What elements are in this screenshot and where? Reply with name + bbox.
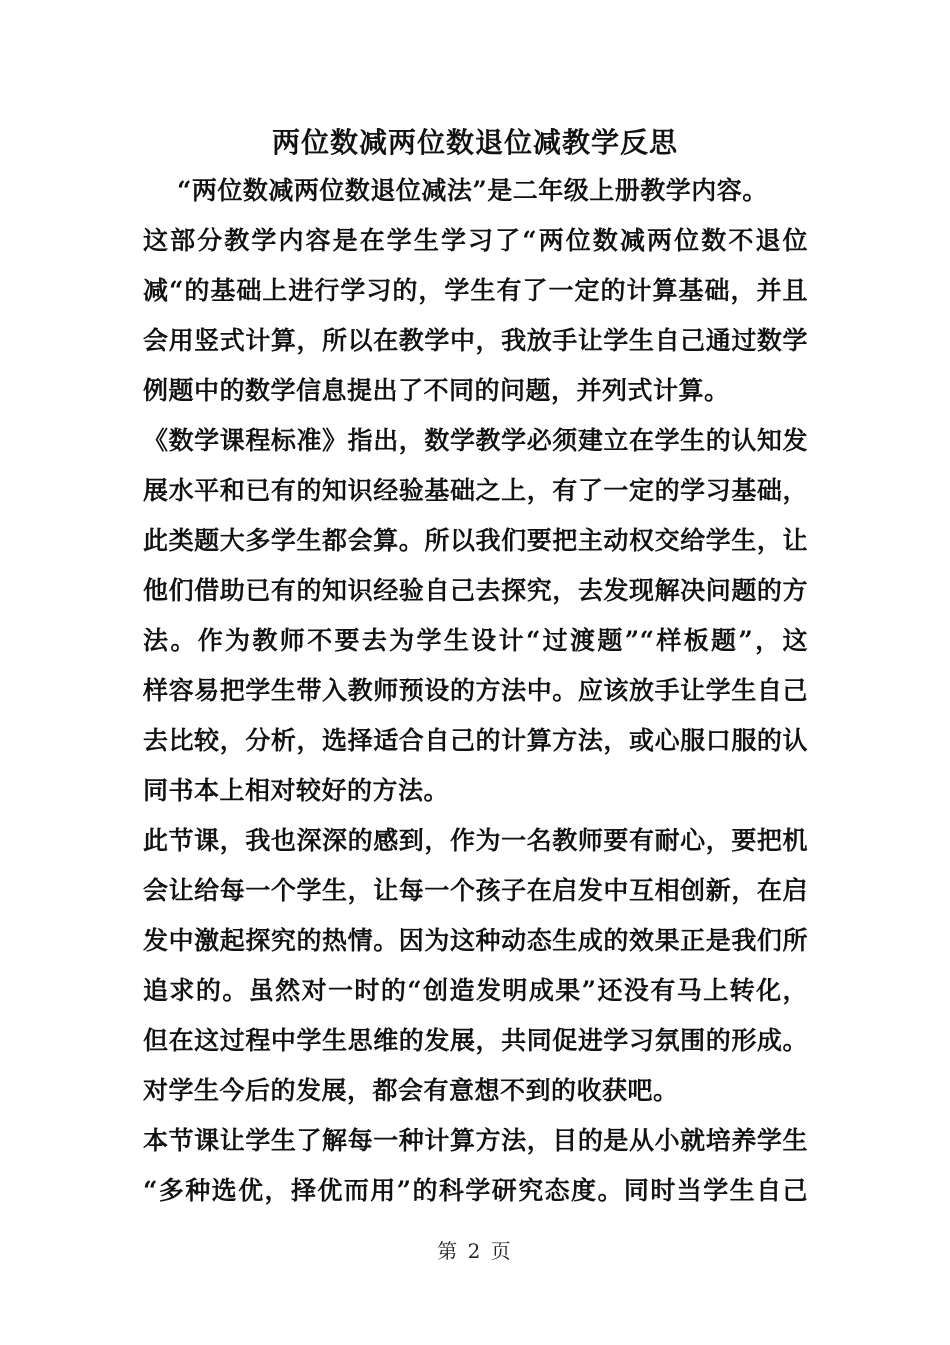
text-line: 对学生今后的发展，都会有意想不到的收获吧。 bbox=[143, 1076, 679, 1105]
text-line: 此节课，我也深深的感到，作为一名教师要有耐心，要把机 bbox=[143, 826, 808, 855]
text-line: 这部分教学内容是在学生学习了“两位数减两位数不退位 bbox=[143, 226, 808, 255]
text-line: 此类题大多学生都会算。所以我们要把主动权交给学生，让 bbox=[143, 526, 808, 555]
text-line: 例题中的数学信息提出了不同的问题，并列式计算。 bbox=[143, 376, 730, 405]
text-line: 追求的。虽然对一时的“创造发明成果”还没有马上转化， bbox=[143, 976, 808, 1005]
text-line: 减“的基础上进行学习的，学生有了一定的计算基础，并且 bbox=[143, 276, 808, 305]
text-line: 但在这过程中学生思维的发展，共同促进学习氛围的形成。 bbox=[143, 1026, 808, 1055]
text-line: 展水平和已有的知识经验基础之上，有了一定的学习基础， bbox=[143, 476, 808, 505]
page-number: 第 2 页 bbox=[437, 1239, 513, 1263]
text-line: “两位数减两位数退位减法”是二年级上册教学内容。 bbox=[177, 176, 768, 205]
document-title: 两位数减两位数退位减教学反思 bbox=[271, 126, 678, 159]
text-line: 会让给每一个学生，让每一个孩子在启发中互相创新，在启 bbox=[143, 876, 808, 905]
text-line: 同书本上相对较好的方法。 bbox=[143, 776, 450, 805]
text-line: 《数学课程标准》指出，数学教学必须建立在学生的认知发 bbox=[143, 426, 808, 455]
text-line: 样容易把学生带入教师预设的方法中。应该放手让学生自己 bbox=[143, 676, 808, 705]
text-line: “多种选优，择优而用”的科学研究态度。同时当学生自己 bbox=[143, 1176, 808, 1205]
text-line: 他们借助已有的知识经验自己去探究，去发现解决问题的方 bbox=[143, 576, 808, 605]
text-line: 本节课让学生了解每一种计算方法，目的是从小就培养学生 bbox=[143, 1126, 808, 1155]
text-line: 去比较，分析，选择适合自己的计算方法，或心服口服的认 bbox=[143, 726, 808, 755]
text-line: 发中激起探究的热情。因为这种动态生成的效果正是我们所 bbox=[143, 926, 808, 955]
text-line: 会用竖式计算，所以在教学中，我放手让学生自己通过数学 bbox=[143, 326, 808, 355]
document-body bbox=[143, 166, 808, 1216]
text-line: 法。作为教师不要去为学生设计“过渡题”“样板题”，这 bbox=[143, 626, 808, 655]
